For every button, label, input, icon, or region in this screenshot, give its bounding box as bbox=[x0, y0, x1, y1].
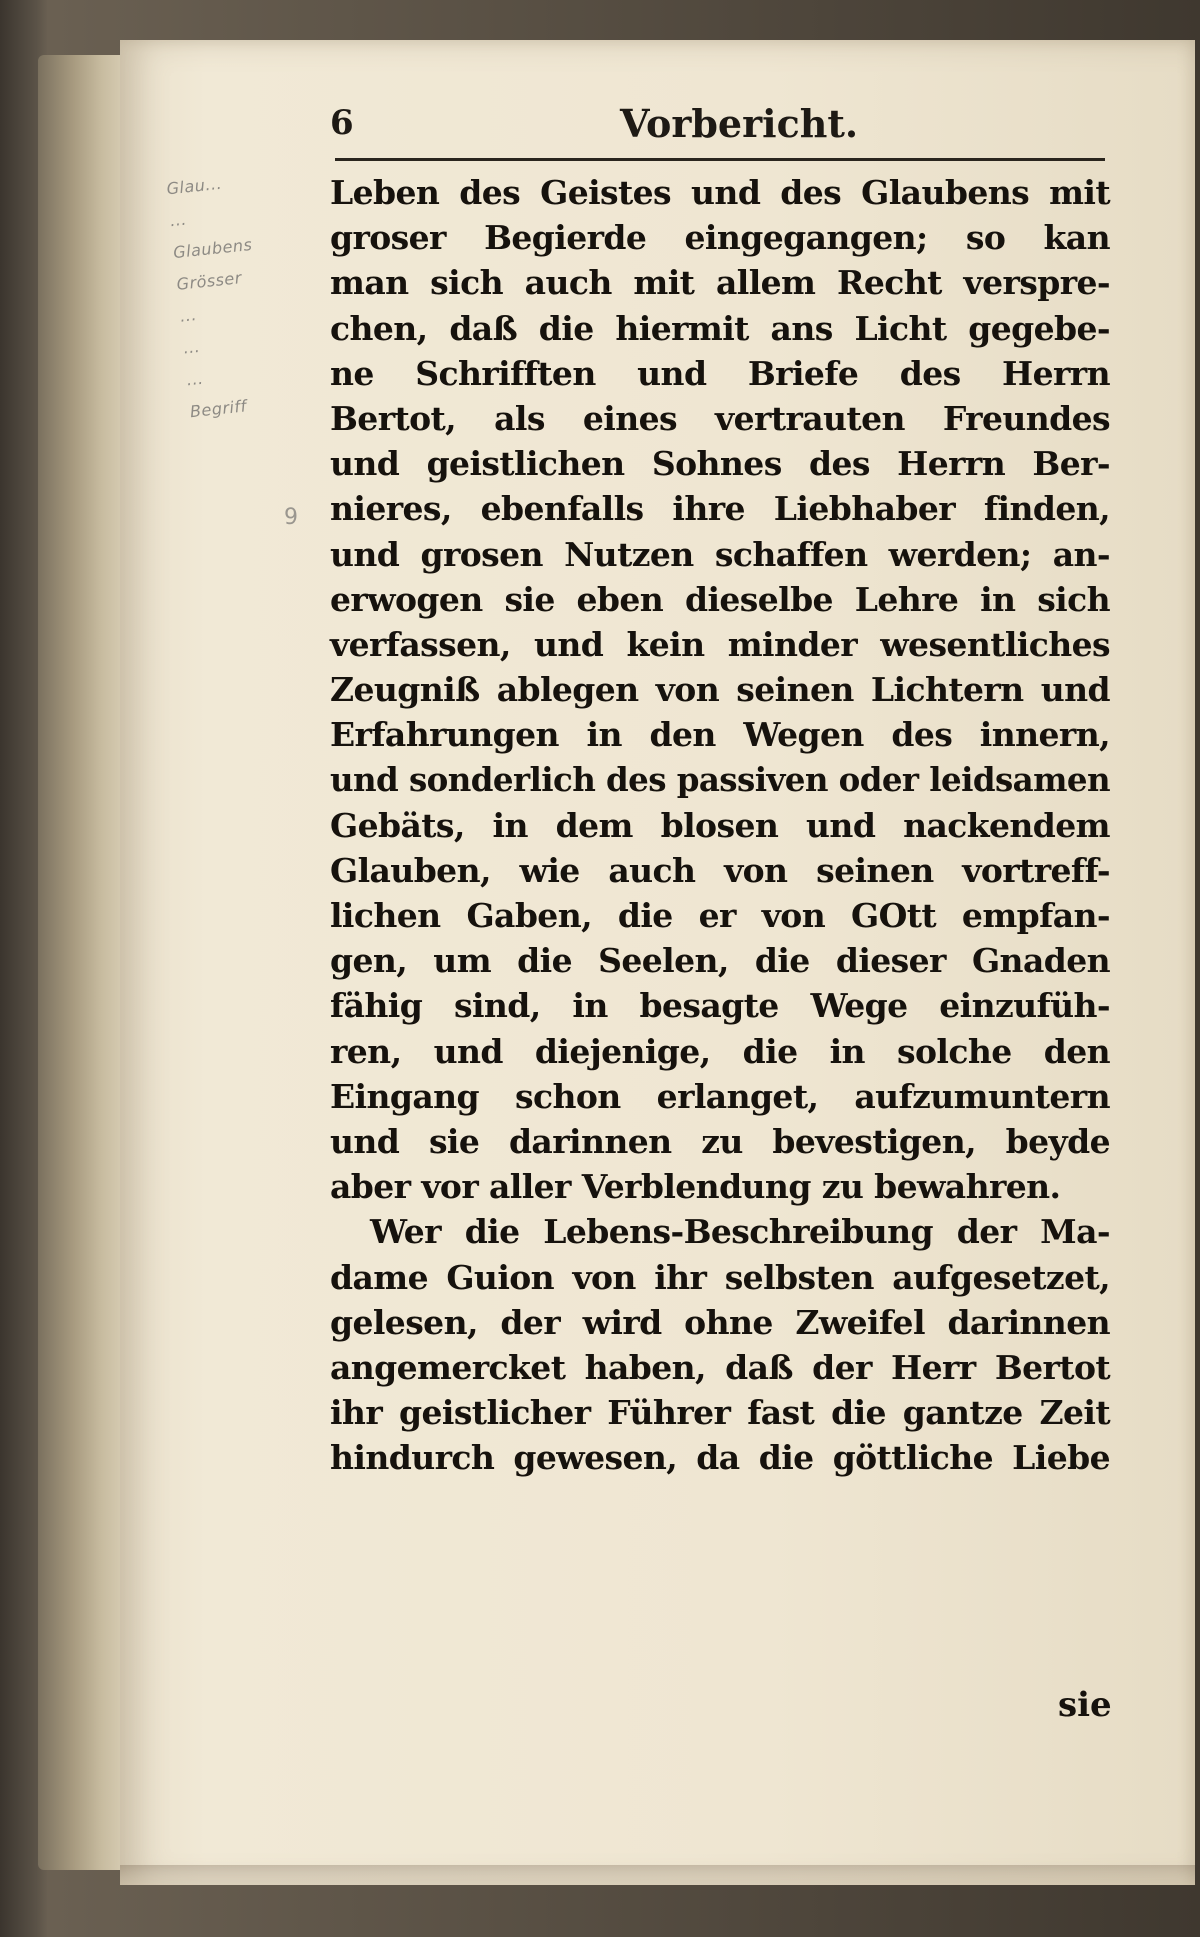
text-line: chen, daß die hiermit ans Licht gegebe- bbox=[330, 308, 1110, 348]
text-line: nieres, ebenfalls ihre Liebhaber finden, bbox=[330, 489, 1110, 529]
text-line: ren, und diejenige, die in solche den bbox=[330, 1031, 1110, 1071]
text-line: aber vor aller Verblendung zu bewahren. bbox=[330, 1167, 1061, 1207]
text-line: groser Begierde eingegangen; so kan bbox=[330, 218, 1110, 258]
running-title: Vorbericht. bbox=[620, 101, 859, 146]
text-line: Erfahrungen in den Wegen des innern, bbox=[330, 715, 1110, 755]
text-line: fähig sind, in besagte Wege einzufüh- bbox=[330, 986, 1110, 1026]
header-rule bbox=[335, 158, 1105, 161]
text-line: und grosen Nutzen schaffen werden; an- bbox=[330, 534, 1110, 574]
margin-note: ... bbox=[169, 209, 188, 231]
text-line: verfassen, und kein minder wesentliches bbox=[330, 624, 1110, 664]
text-line: und sie darinnen zu bevestigen, beyde bbox=[330, 1121, 1110, 1161]
margin-note: Glaubens bbox=[172, 234, 254, 263]
text-line: dame Guion von ihr selbsten aufgesetzet, bbox=[330, 1257, 1110, 1297]
text-line: Eingang schon erlanget, aufzumuntern bbox=[330, 1076, 1110, 1116]
page-foot-shadow bbox=[120, 1865, 1195, 1885]
book-cover-edge bbox=[38, 55, 128, 1870]
text-line: angemercket haben, daß der Herr Bertot bbox=[330, 1347, 1110, 1387]
margin-note: Begriff bbox=[189, 396, 248, 422]
text-line: erwogen sie eben dieselbe Lehre in sich bbox=[330, 579, 1110, 619]
margin-note: ... bbox=[185, 368, 205, 390]
text-line: man sich auch mit allem Recht verspre- bbox=[330, 263, 1110, 303]
page-number: 6 bbox=[330, 103, 354, 143]
body-text bbox=[330, 170, 1110, 1480]
text-line: lichen Gaben, die er von GOtt empfan- bbox=[330, 896, 1110, 935]
margin-note: ... bbox=[182, 336, 202, 358]
text-line: und sonderlich des passiven oder leidsamen bbox=[330, 760, 1110, 800]
margin-note: Glau... bbox=[165, 173, 223, 199]
running-head bbox=[330, 95, 1110, 155]
text-line: ne Schrifften und Briefe des Herrn bbox=[330, 353, 1110, 393]
text-line: ihr geistlicher Führer fast die gantze Zeit bbox=[330, 1393, 1110, 1433]
margin-note: Grösser bbox=[175, 268, 243, 294]
text-line: Glauben, wie auch von seinen vortreff- bbox=[330, 850, 1110, 890]
text-line: gelesen, der wird ohne Zweifel darinnen bbox=[330, 1302, 1110, 1342]
margin-note: ... bbox=[179, 305, 198, 326]
text-line: Bertot, als eines vertrauten Freundes bbox=[330, 398, 1110, 438]
text-line: gen, um die Seelen, die dieser Gnaden bbox=[330, 941, 1110, 981]
text-line: Zeugniß ablegen von seinen Lichtern und bbox=[330, 670, 1110, 710]
catchword: sie bbox=[1058, 1685, 1112, 1725]
text-line: Leben des Geistes und des Glaubens mit bbox=[330, 173, 1110, 212]
handwritten-margin-notes bbox=[165, 158, 341, 428]
text-line: Gebäts, in dem blosen und nackendem bbox=[330, 805, 1110, 845]
text-line: hindurch gewesen, da die göttliche Liebe bbox=[330, 1438, 1110, 1478]
text-line: Wer die Lebens-Beschreibung der Ma- bbox=[370, 1212, 1110, 1252]
margin-mark: 9 bbox=[284, 505, 298, 530]
text-line: und geistlichen Sohnes des Herrn Ber- bbox=[330, 444, 1110, 484]
